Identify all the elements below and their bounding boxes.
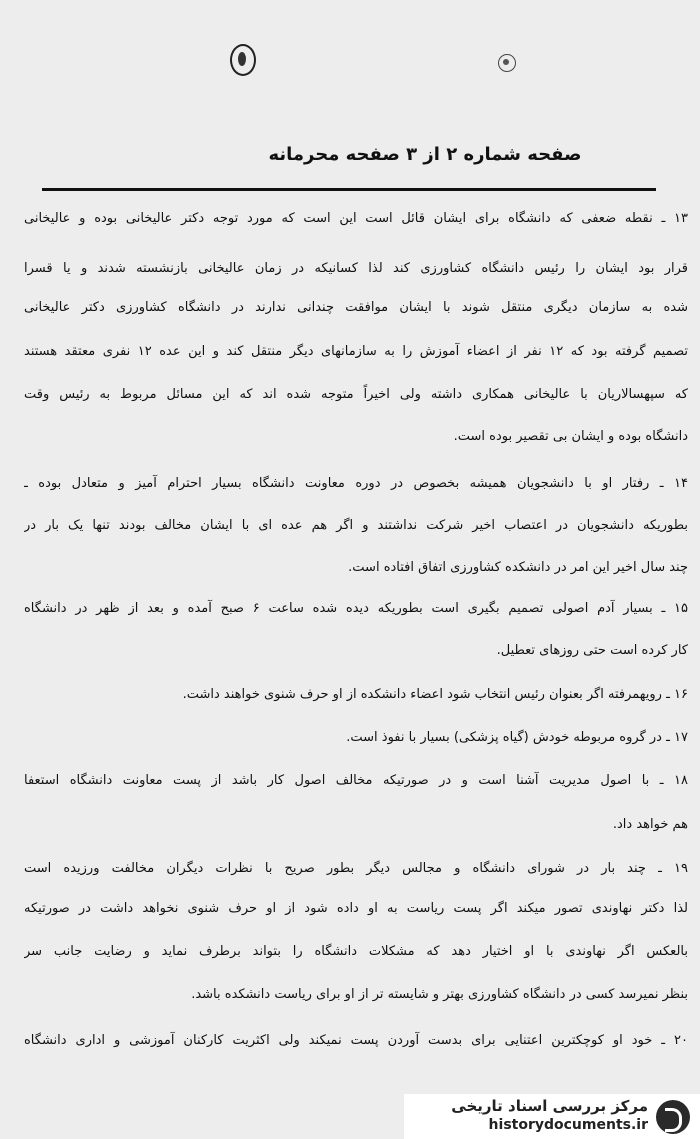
page-header: صفحه شماره ۲ از ۳ صفحه محرمانه bbox=[268, 144, 582, 165]
text-line: کار کرده است حتی روزهای تعطیل. bbox=[496, 643, 688, 658]
text-line: ۲۰ ـ خود او کوچکترین اعتنایی برای بدست آوردن پست نمیکند ولی اکثریت کارکنان آموزشی و اداری دانشگاه bbox=[24, 1033, 688, 1048]
text-line: هم خواهد داد. bbox=[612, 817, 688, 832]
text-line: ۱۷ ـ در گروه مربوطه خودش (گیاه پزشکی) بسیار با نفوذ است. bbox=[346, 730, 688, 745]
text-line: که سپهسالاریان با عالیخانی همکاری داشته ولی اخیراً متوجه شده اند که این مسائل مربوط به رئیس وقت bbox=[24, 387, 688, 402]
text-line: بنظر نمیرسد کسی در دانشگاه کشاورزی بهتر و شایسته تر از او برای ریاست دانشکده باشد. bbox=[191, 987, 688, 1002]
text-line: بطوریکه دانشجویان در اعتصاب اخیر شرکت نداشتند و اگر هم عده ای با ایشان مخالف بودند تنها یک بار در bbox=[24, 518, 688, 533]
text-line: ۱۸ ـ با اصول مدیریت آشنا است و در صورتیکه مخالف اصول کار باشد از پست معاونت دانشگاه استعفا bbox=[24, 773, 688, 788]
archive-logo-icon bbox=[656, 1100, 690, 1134]
text-line: تصمیم گرفته بود که ۱۲ نفر از اعضاء آموزش را به سازمانهای دیگر منتقل کند و این عده ۱۲ نفری معتقد هستند bbox=[24, 344, 688, 359]
text-line: ۱۶ ـ رویهمرفته اگر بعنوان رئیس انتخاب شود اعضاء دانشکده از او حرف شنوی خواهند داشت. bbox=[182, 687, 688, 702]
watermark-url: historydocuments.ir bbox=[488, 1117, 648, 1133]
header-divider bbox=[42, 188, 656, 191]
text-line: قرار بود ایشان را رئیس دانشگاه کشاورزی کند لذا کسانیکه در زمان عالیخانی بازنشسته شدند و یا قسرا bbox=[24, 261, 688, 276]
text-line: لذا دکتر نهاوندی تصور میکند اگر پست ریاست به او داده شود از او حرف شنوی نخواهد داشت در صورتیکه bbox=[24, 901, 688, 916]
text-line: بالعکس اگر نهاوندی با او اختیار دهد که مشکلات دانشگاه را بتواند برطرف نماید و رضایت جانب سر bbox=[24, 944, 688, 959]
text-line: ۱۴ ـ رفتار او با دانشجویان همیشه بخصوص در دوره معاونت دانشگاه بسیار احترام آمیز و متعادل بوده ـ bbox=[24, 476, 688, 491]
watermark-title: مرکز بررسی اسناد تاریخی bbox=[451, 1097, 648, 1115]
text-line: چند سال اخیر این امر در دانشکده کشاورزی اتفاق افتاده است. bbox=[348, 560, 688, 575]
watermark bbox=[404, 1094, 700, 1139]
text-line: شده به سازمان دیگری منتقل شوند با ایشان موافقت چندانی ندارند در دانشگاه کشاورزی دکتر عالیخانی bbox=[24, 300, 688, 315]
ink-stamp-icon bbox=[230, 44, 256, 76]
text-line: ۱۹ ـ چند بار در شورای دانشگاه و مجالس دیگر بطور صریح با نظرات دیگران مخالفت ورزیده است bbox=[24, 861, 688, 876]
text-line: ۱۳ ـ نقطه ضعفی که دانشگاه برای ایشان قائل است این است که مورد توجه دکتر عالیخانی بوده و عالیخانی bbox=[24, 211, 688, 226]
small-stamp-icon bbox=[498, 54, 516, 72]
text-line: ۱۵ ـ بسیار آدم اصولی تصمیم بگیری است بطوریکه دیده شده ساعت ۶ صبح آمده و بعد از ظهر در دانشگاه bbox=[24, 601, 688, 616]
text-line: دانشگاه بوده و ایشان بی تقصیر بوده است. bbox=[453, 429, 688, 444]
